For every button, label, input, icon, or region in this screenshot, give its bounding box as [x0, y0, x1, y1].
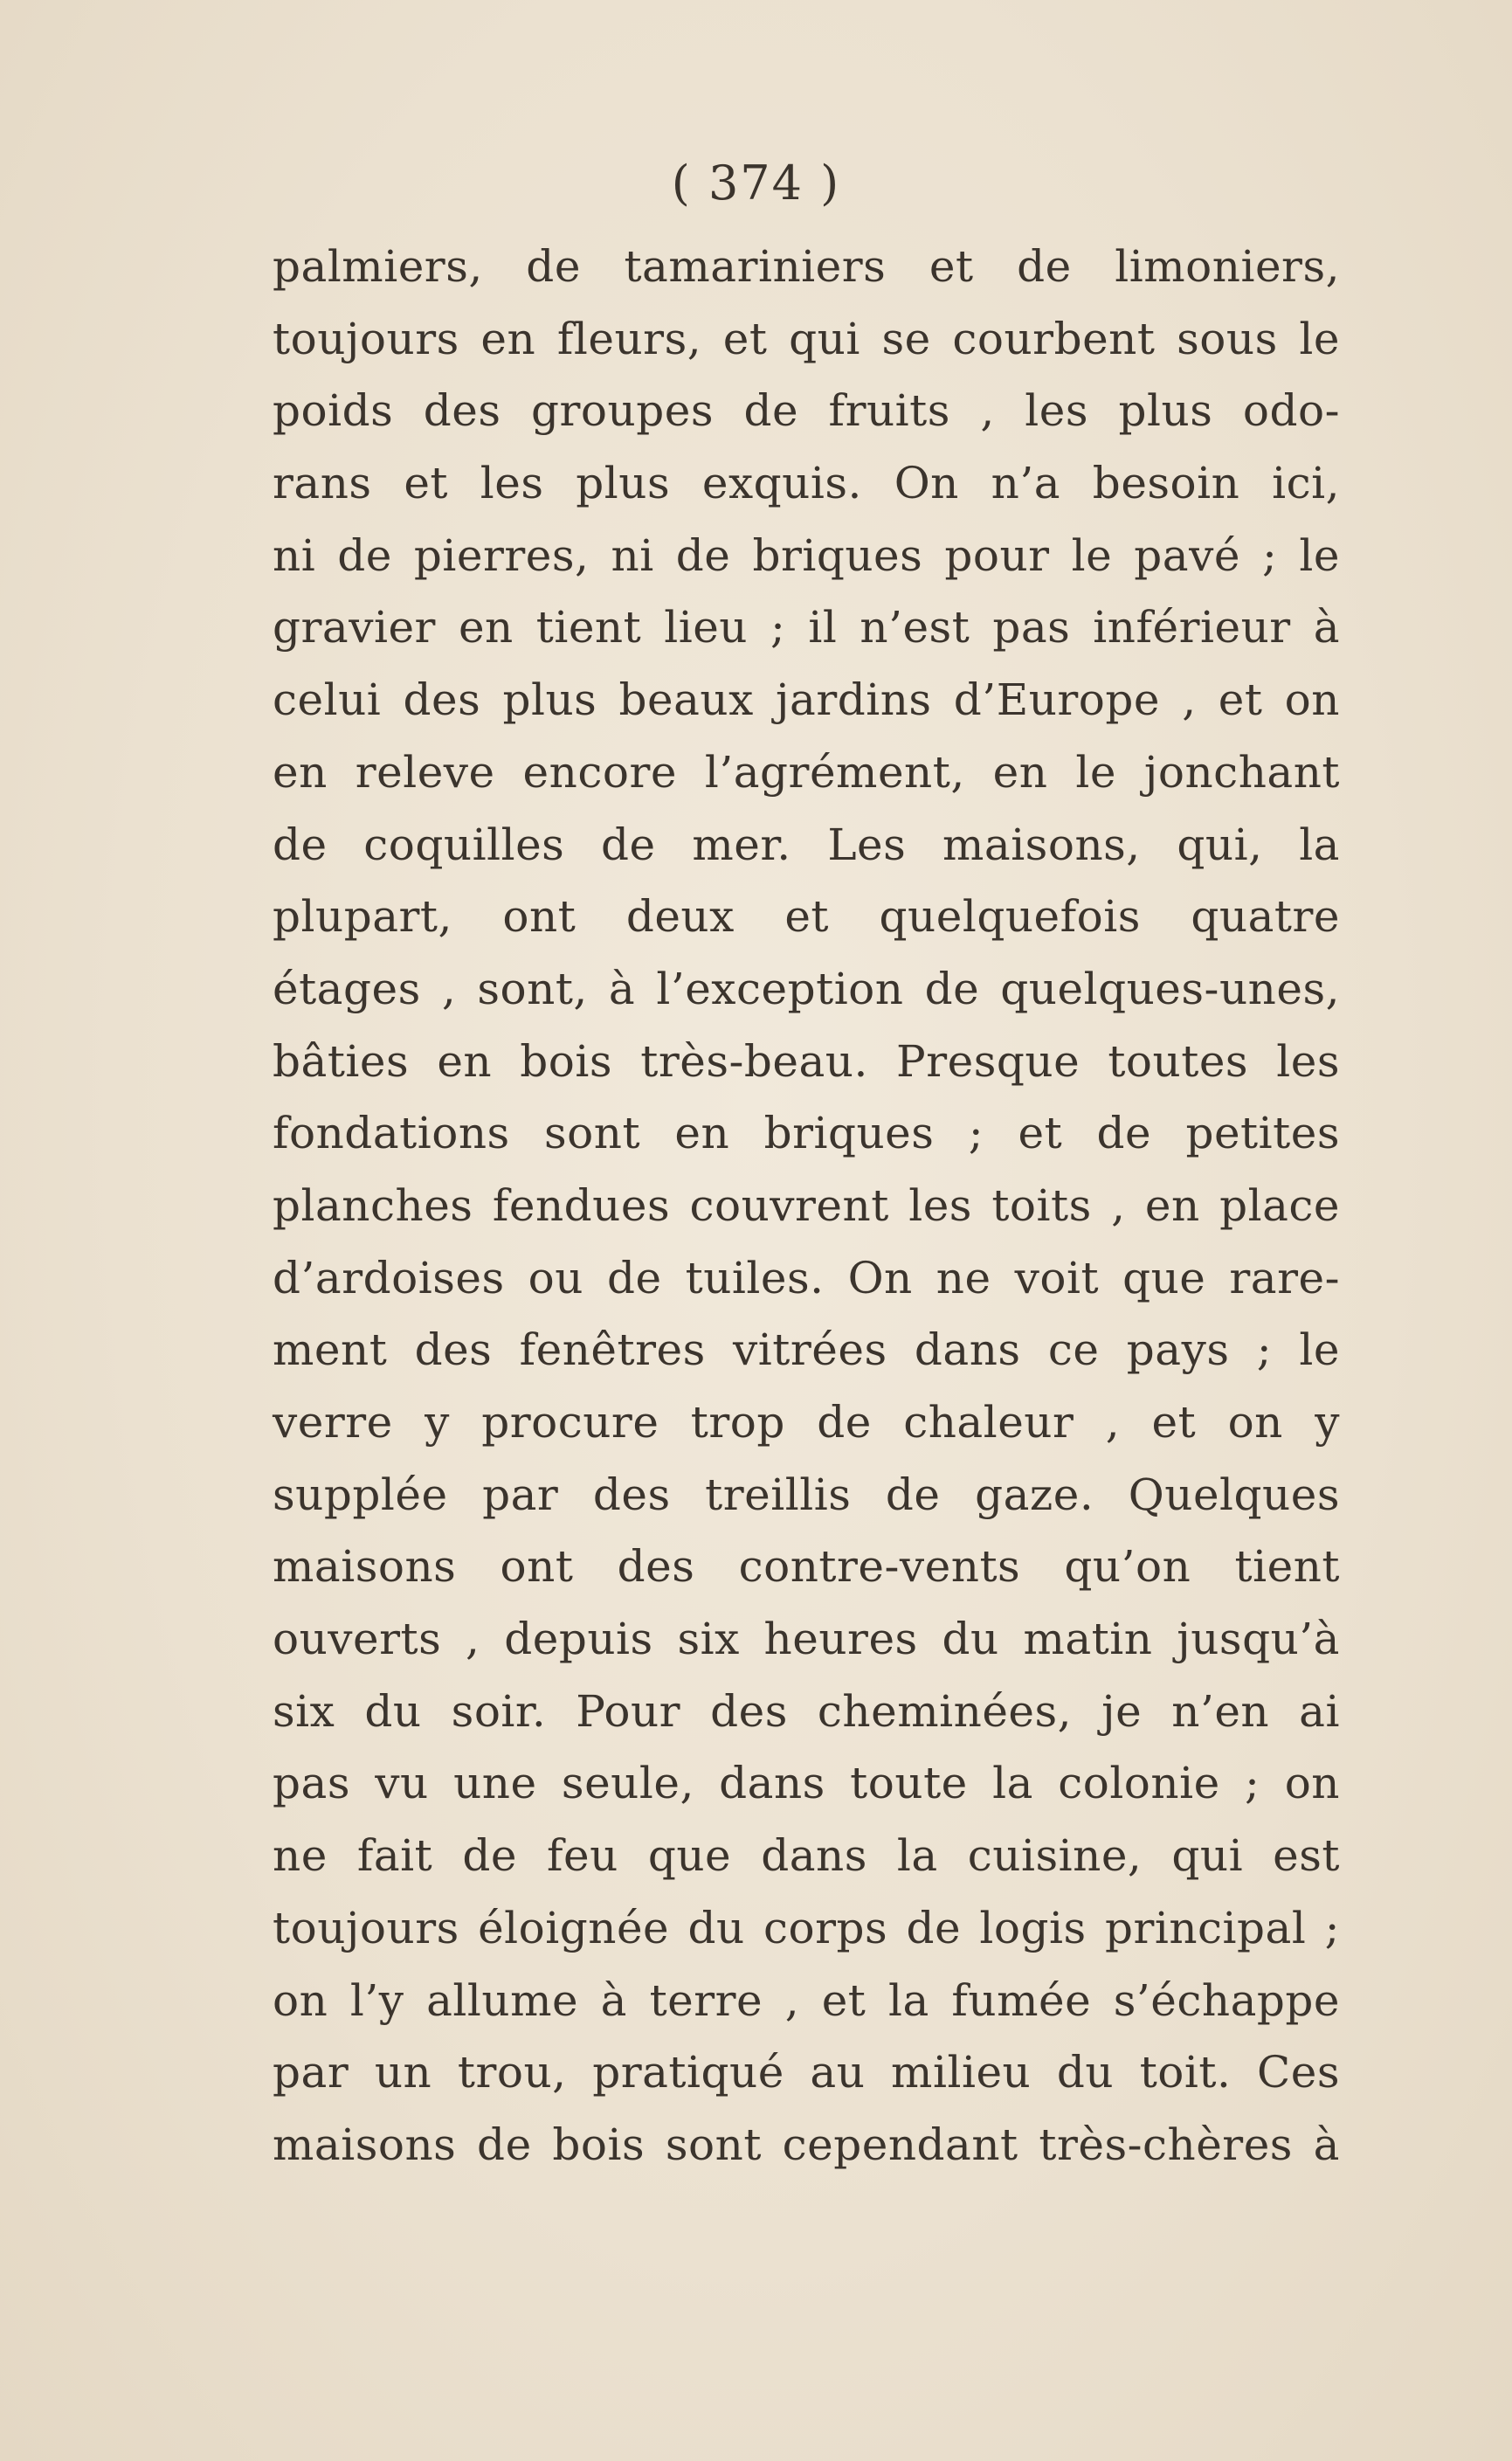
- text-line: ni de pierres, ni de briques pour le pavé ; le: [273, 529, 1340, 581]
- text-line: pas vu une seule, dans toute la colonie ; on: [273, 1758, 1340, 1809]
- text-line: maisons de bois sont cependant très-chères à: [273, 2119, 1340, 2170]
- text-line: planches fendues couvrent les toits , en place: [273, 1179, 1340, 1231]
- text-line: plupart, ont deux et quelquefois quatre: [273, 891, 1340, 943]
- text-line: on l’y allume à terre , et la fumée s’échappe: [273, 1974, 1340, 2026]
- text-line: ment des fenêtres vitrées dans ce pays ; le: [273, 1324, 1340, 1376]
- text-line: étages , sont, à l’exception de quelques-unes,: [273, 963, 1340, 1014]
- text-line: gravier en tient lieu ; il n’est pas inférieur à: [273, 602, 1340, 653]
- text-line: supplée par des treillis de gaze. Quelques: [273, 1469, 1340, 1520]
- text-line: celui des plus beaux jardins d’Europe , et on: [273, 674, 1340, 726]
- text-line: rans et les plus exquis. On n’a besoin ici,: [273, 458, 1340, 509]
- text-line: par un trou, pratiqué au milieu du toit. Ces: [273, 2047, 1340, 2098]
- text-line: toujours éloignée du corps de logis principal ;: [273, 1902, 1340, 1953]
- text-line: six du soir. Pour des cheminées, je n’en ai: [273, 1685, 1340, 1737]
- text-line: en releve encore l’agrément, en le jonchant: [273, 746, 1340, 798]
- text-line: verre y procure trop de chaleur , et on y: [273, 1397, 1340, 1448]
- text-line: de coquilles de mer. Les maisons, qui, la: [273, 819, 1340, 870]
- page-number: ( 374 ): [671, 156, 841, 211]
- text-line: maisons ont des contre-vents qu’on tient: [273, 1541, 1340, 1593]
- text-line: poids des groupes de fruits , les plus odo-: [273, 385, 1340, 437]
- text-line: toujours en fleurs, et qui se courbent sous le: [273, 313, 1340, 364]
- text-line: ouverts , depuis six heures du matin jusqu’à: [273, 1614, 1340, 1665]
- body-text: [273, 231, 1340, 2181]
- text-line: palmiers, de tamariniers et de limoniers,: [273, 241, 1340, 292]
- text-line: fondations sont en briques ; et de petites: [273, 1108, 1340, 1159]
- text-line: d’ardoises ou de tuiles. On ne voit que rare-: [273, 1252, 1340, 1303]
- text-line: bâties en bois très-beau. Presque toutes les: [273, 1035, 1340, 1087]
- text-line: ne fait de feu que dans la cuisine, qui est: [273, 1830, 1340, 1882]
